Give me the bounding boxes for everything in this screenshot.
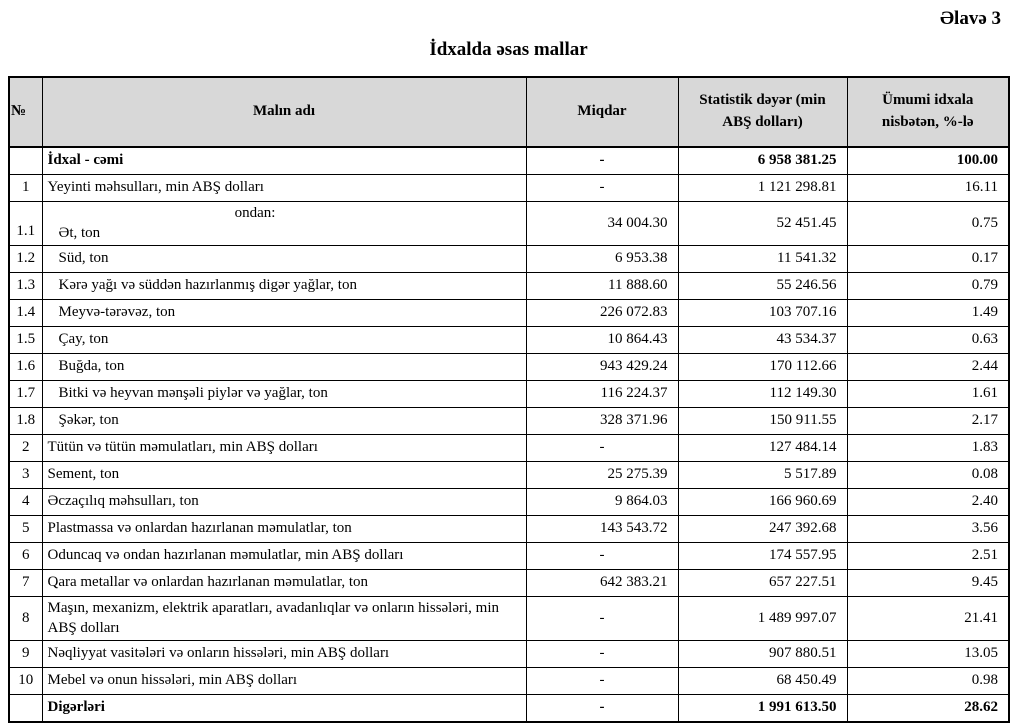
- row-value: 166 960.69: [678, 489, 847, 516]
- row-value: 657 227.51: [678, 570, 847, 597]
- table-row: [9, 175, 1009, 202]
- row-name: Digərləri: [42, 695, 526, 723]
- row-quantity: -: [526, 668, 678, 695]
- table-row: [9, 489, 1009, 516]
- row-no: 3: [9, 462, 42, 489]
- table-row: [9, 570, 1009, 597]
- header-row: [9, 77, 1009, 147]
- row-quantity: -: [526, 597, 678, 641]
- table-row: [9, 300, 1009, 327]
- row-name: Yeyinti məhsulları, min ABŞ dolları: [42, 175, 526, 202]
- row-no: 1.7: [9, 381, 42, 408]
- table-row: [9, 641, 1009, 668]
- table-row: [9, 408, 1009, 435]
- row-no: 4: [9, 489, 42, 516]
- row-quantity: 116 224.37: [526, 381, 678, 408]
- row-no: 1.3: [9, 273, 42, 300]
- row-no: 1.6: [9, 354, 42, 381]
- row-name: [42, 202, 526, 246]
- row-share: 2.44: [847, 354, 1009, 381]
- row-value: 43 534.37: [678, 327, 847, 354]
- row-value: 1 489 997.07: [678, 597, 847, 641]
- row-quantity: 226 072.83: [526, 300, 678, 327]
- table-body: [9, 147, 1009, 722]
- table-row: [9, 668, 1009, 695]
- row-quantity: 943 429.24: [526, 354, 678, 381]
- row-no: 6: [9, 543, 42, 570]
- row-value: 1 991 613.50: [678, 695, 847, 723]
- row-no: 1.1: [9, 202, 42, 246]
- row-name: Plastmassa və onlardan hazırlanan məmulatlar, ton: [42, 516, 526, 543]
- row-quantity: 10 864.43: [526, 327, 678, 354]
- page-title: İdxalda əsas mallar: [429, 39, 588, 60]
- table-row: [9, 147, 1009, 175]
- imports-table: [8, 76, 1010, 723]
- row-value: 907 880.51: [678, 641, 847, 668]
- row-value: 127 484.14: [678, 435, 847, 462]
- row-name: Mebel və onun hissələri, min ABŞ dolları: [42, 668, 526, 695]
- row-value: 11 541.32: [678, 246, 847, 273]
- row-share: 1.61: [847, 381, 1009, 408]
- row-name: Nəqliyyat vasitələri və onların hissələri, min ABŞ dolları: [42, 641, 526, 668]
- row-share: 16.11: [847, 175, 1009, 202]
- row-name: Süd, ton: [42, 246, 526, 273]
- row-no: 5: [9, 516, 42, 543]
- table-row: [9, 246, 1009, 273]
- table-row: [9, 202, 1009, 246]
- row-no: 1.8: [9, 408, 42, 435]
- row-value: 1 121 298.81: [678, 175, 847, 202]
- row-name: Maşın, mexanizm, elektrik aparatları, avadanlıqlar və onların hissələri, min ABŞ dolları: [42, 597, 526, 641]
- table-row: [9, 462, 1009, 489]
- table-row: [9, 435, 1009, 462]
- row-name: Əczaçılıq məhsulları, ton: [42, 489, 526, 516]
- row-value: 174 557.95: [678, 543, 847, 570]
- row-share: 9.45: [847, 570, 1009, 597]
- row-share: 1.49: [847, 300, 1009, 327]
- table-row: [9, 273, 1009, 300]
- row-value: 247 392.68: [678, 516, 847, 543]
- row-quantity: -: [526, 147, 678, 175]
- table-row: [9, 381, 1009, 408]
- row-share: 2.40: [847, 489, 1009, 516]
- row-name: Qara metallar və onlardan hazırlanan məmulatlar, ton: [42, 570, 526, 597]
- row-name: Kərə yağı və süddən hazırlanmış digər yağlar, ton: [42, 273, 526, 300]
- row-share: 28.62: [847, 695, 1009, 723]
- row-value: 68 450.49: [678, 668, 847, 695]
- row-share: 13.05: [847, 641, 1009, 668]
- row-value: 5 517.89: [678, 462, 847, 489]
- row-share: 0.75: [847, 202, 1009, 246]
- row-quantity: 34 004.30: [526, 202, 678, 246]
- row-name-text: Ət, ton: [58, 224, 101, 241]
- row-name: Meyvə-tərəvəz, ton: [42, 300, 526, 327]
- row-value: 103 707.16: [678, 300, 847, 327]
- col-header-no: №: [9, 77, 42, 147]
- row-name: Şəkər, ton: [42, 408, 526, 435]
- row-value: 52 451.45: [678, 202, 847, 246]
- row-no: 1.4: [9, 300, 42, 327]
- row-no: 8: [9, 597, 42, 641]
- table-row: [9, 695, 1009, 723]
- row-quantity: -: [526, 695, 678, 723]
- row-no: 7: [9, 570, 42, 597]
- row-share: 0.98: [847, 668, 1009, 695]
- col-header-name: Malın adı: [42, 77, 526, 147]
- table-row: [9, 354, 1009, 381]
- row-share: 2.51: [847, 543, 1009, 570]
- group-label: ondan:: [234, 205, 276, 221]
- row-no: 2: [9, 435, 42, 462]
- row-name: Buğda, ton: [42, 354, 526, 381]
- col-header-value: Statistik dəyər (min ABŞ dolları): [678, 77, 847, 147]
- row-share: 0.08: [847, 462, 1009, 489]
- row-quantity: -: [526, 543, 678, 570]
- row-no: [9, 147, 42, 175]
- row-name: Bitki və heyvan mənşəli piylər və yağlar, ton: [42, 381, 526, 408]
- row-no: 1: [9, 175, 42, 202]
- row-name: Sement, ton: [42, 462, 526, 489]
- row-share: 0.17: [847, 246, 1009, 273]
- row-quantity: 642 383.21: [526, 570, 678, 597]
- row-no: [9, 695, 42, 723]
- row-value: 112 149.30: [678, 381, 847, 408]
- row-share: 0.79: [847, 273, 1009, 300]
- row-quantity: 328 371.96: [526, 408, 678, 435]
- row-name: Çay, ton: [42, 327, 526, 354]
- annex-label: Əlavə 3: [940, 8, 1001, 29]
- row-quantity: -: [526, 435, 678, 462]
- row-quantity: 143 543.72: [526, 516, 678, 543]
- row-share: 2.17: [847, 408, 1009, 435]
- row-quantity: 25 275.39: [526, 462, 678, 489]
- table-header: [9, 77, 1009, 147]
- col-header-share: Ümumi idxala nisbətən, %-lə: [847, 77, 1009, 147]
- row-share: 100.00: [847, 147, 1009, 175]
- table-row: [9, 327, 1009, 354]
- row-quantity: 6 953.38: [526, 246, 678, 273]
- row-name: Tütün və tütün məmulatları, min ABŞ dolları: [42, 435, 526, 462]
- row-quantity: -: [526, 641, 678, 668]
- row-quantity: 9 864.03: [526, 489, 678, 516]
- row-value: 170 112.66: [678, 354, 847, 381]
- row-share: 0.63: [847, 327, 1009, 354]
- row-quantity: -: [526, 175, 678, 202]
- row-share: 3.56: [847, 516, 1009, 543]
- row-share: 21.41: [847, 597, 1009, 641]
- table-row: [9, 597, 1009, 641]
- table-row: [9, 516, 1009, 543]
- row-name: İdxal - cəmi: [42, 147, 526, 175]
- row-no: 1.5: [9, 327, 42, 354]
- row-no: 1.2: [9, 246, 42, 273]
- row-value: 6 958 381.25: [678, 147, 847, 175]
- row-name: Oduncaq və ondan hazırlanan məmulatlar, min ABŞ dolları: [42, 543, 526, 570]
- row-quantity: 11 888.60: [526, 273, 678, 300]
- row-no: 9: [9, 641, 42, 668]
- row-value: 55 246.56: [678, 273, 847, 300]
- row-no: 10: [9, 668, 42, 695]
- col-header-quantity: Miqdar: [526, 77, 678, 147]
- row-share: 1.83: [847, 435, 1009, 462]
- row-value: 150 911.55: [678, 408, 847, 435]
- table-row: [9, 543, 1009, 570]
